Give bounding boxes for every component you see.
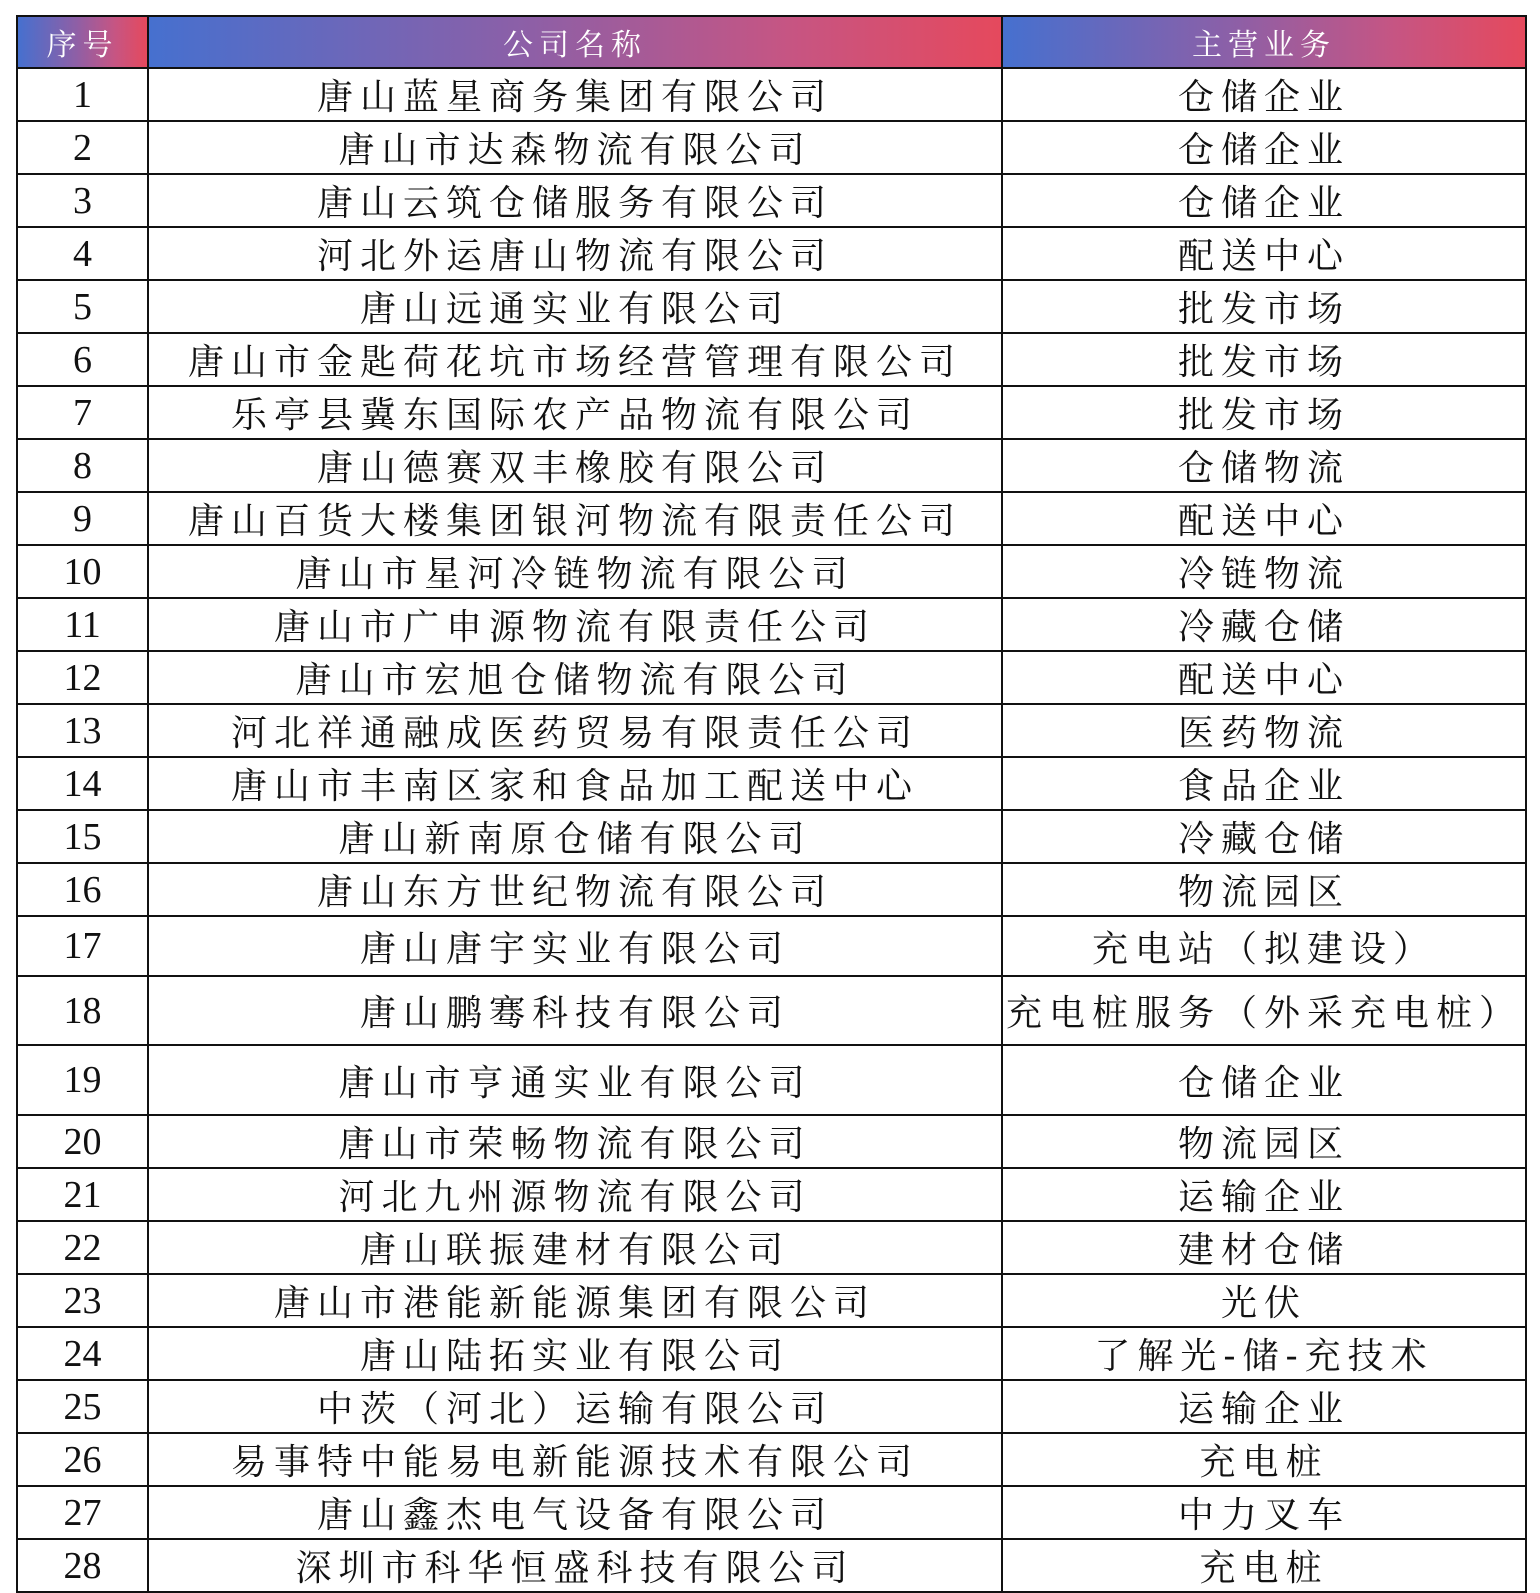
main-business-cell: 医药物流 bbox=[1002, 704, 1526, 757]
row-index-cell: 5 bbox=[17, 280, 148, 333]
row-index-cell: 25 bbox=[17, 1380, 148, 1433]
main-business-cell: 建材仓储 bbox=[1002, 1221, 1526, 1274]
company-name-cell: 唐山市金匙荷花坑市场经营管理有限公司 bbox=[148, 333, 1002, 386]
main-business-cell: 运输企业 bbox=[1002, 1380, 1526, 1433]
main-business-cell: 充电桩 bbox=[1002, 1433, 1526, 1486]
main-business-cell: 物流园区 bbox=[1002, 863, 1526, 916]
main-business-cell: 冷藏仓储 bbox=[1002, 810, 1526, 863]
company-name-cell: 唐山市港能新能源集团有限公司 bbox=[148, 1274, 1002, 1327]
table-row bbox=[17, 1327, 1526, 1380]
row-index-cell: 1 bbox=[17, 68, 148, 121]
row-index-cell: 24 bbox=[17, 1327, 148, 1380]
table-row bbox=[17, 492, 1526, 545]
row-index-cell: 12 bbox=[17, 651, 148, 704]
table-row bbox=[17, 333, 1526, 386]
table-row bbox=[17, 704, 1526, 757]
row-index-cell: 23 bbox=[17, 1274, 148, 1327]
row-index-cell: 7 bbox=[17, 386, 148, 439]
table-row bbox=[17, 1045, 1526, 1115]
row-index-cell: 16 bbox=[17, 863, 148, 916]
company-name-cell: 唐山德赛双丰橡胶有限公司 bbox=[148, 439, 1002, 492]
row-index-cell: 17 bbox=[17, 916, 148, 976]
row-index-cell: 22 bbox=[17, 1221, 148, 1274]
main-business-cell: 批发市场 bbox=[1002, 333, 1526, 386]
main-business-cell: 食品企业 bbox=[1002, 757, 1526, 810]
row-index-cell: 9 bbox=[17, 492, 148, 545]
table-row bbox=[17, 174, 1526, 227]
table-row bbox=[17, 1433, 1526, 1486]
company-name-cell: 唐山市亨通实业有限公司 bbox=[148, 1045, 1002, 1115]
company-name-cell: 唐山陆拓实业有限公司 bbox=[148, 1327, 1002, 1380]
company-name-cell: 唐山市荣畅物流有限公司 bbox=[148, 1115, 1002, 1168]
table-row bbox=[17, 1115, 1526, 1168]
main-business-cell: 冷链物流 bbox=[1002, 545, 1526, 598]
main-business-cell: 仓储企业 bbox=[1002, 174, 1526, 227]
row-index-cell: 27 bbox=[17, 1486, 148, 1539]
main-business-cell: 充电站（拟建设） bbox=[1002, 916, 1526, 976]
row-index-cell: 26 bbox=[17, 1433, 148, 1486]
company-name-cell: 易事特中能易电新能源技术有限公司 bbox=[148, 1433, 1002, 1486]
main-business-cell: 批发市场 bbox=[1002, 386, 1526, 439]
table-header bbox=[17, 16, 1526, 68]
row-index-cell: 15 bbox=[17, 810, 148, 863]
company-name-cell: 唐山唐宇实业有限公司 bbox=[148, 916, 1002, 976]
row-index-cell: 13 bbox=[17, 704, 148, 757]
row-index-cell: 18 bbox=[17, 976, 148, 1045]
main-business-cell: 中力叉车 bbox=[1002, 1486, 1526, 1539]
table-row bbox=[17, 121, 1526, 174]
company-name-cell: 唐山市丰南区家和食品加工配送中心 bbox=[148, 757, 1002, 810]
company-name-cell: 唐山东方世纪物流有限公司 bbox=[148, 863, 1002, 916]
main-business-cell: 冷藏仓储 bbox=[1002, 598, 1526, 651]
table-row bbox=[17, 651, 1526, 704]
company-name-cell: 唐山百货大楼集团银河物流有限责任公司 bbox=[148, 492, 1002, 545]
company-name-cell: 唐山云筑仓储服务有限公司 bbox=[148, 174, 1002, 227]
row-index-cell: 4 bbox=[17, 227, 148, 280]
main-business-cell: 仓储企业 bbox=[1002, 1045, 1526, 1115]
company-name-cell: 河北外运唐山物流有限公司 bbox=[148, 227, 1002, 280]
row-index-cell: 2 bbox=[17, 121, 148, 174]
company-name-cell: 唐山市广申源物流有限责任公司 bbox=[148, 598, 1002, 651]
company-name-cell: 唐山新南原仓储有限公司 bbox=[148, 810, 1002, 863]
table-row bbox=[17, 1221, 1526, 1274]
company-name-cell: 唐山鑫杰电气设备有限公司 bbox=[148, 1486, 1002, 1539]
main-business-cell: 仓储企业 bbox=[1002, 68, 1526, 121]
main-business-cell: 仓储物流 bbox=[1002, 439, 1526, 492]
company-name-cell: 唐山鹏骞科技有限公司 bbox=[148, 976, 1002, 1045]
table-row bbox=[17, 598, 1526, 651]
company-name-cell: 唐山蓝星商务集团有限公司 bbox=[148, 68, 1002, 121]
header-main-business: 主营业务 bbox=[1002, 16, 1526, 68]
company-name-cell: 唐山远通实业有限公司 bbox=[148, 280, 1002, 333]
table-row bbox=[17, 863, 1526, 916]
header-company-name: 公司名称 bbox=[148, 16, 1002, 68]
company-name-cell: 中茨（河北）运输有限公司 bbox=[148, 1380, 1002, 1433]
table-row bbox=[17, 280, 1526, 333]
company-table-container bbox=[16, 15, 1525, 1593]
company-name-cell: 河北祥通融成医药贸易有限责任公司 bbox=[148, 704, 1002, 757]
main-business-cell: 配送中心 bbox=[1002, 651, 1526, 704]
table-row bbox=[17, 227, 1526, 280]
company-name-cell: 唐山市宏旭仓储物流有限公司 bbox=[148, 651, 1002, 704]
table-row bbox=[17, 386, 1526, 439]
table-row bbox=[17, 976, 1526, 1045]
table-row bbox=[17, 439, 1526, 492]
table-row bbox=[17, 1539, 1526, 1592]
table-row bbox=[17, 1380, 1526, 1433]
header-row bbox=[17, 16, 1526, 68]
table-row bbox=[17, 916, 1526, 976]
company-name-cell: 唐山联振建材有限公司 bbox=[148, 1221, 1002, 1274]
main-business-cell: 运输企业 bbox=[1002, 1168, 1526, 1221]
table-row bbox=[17, 1274, 1526, 1327]
company-name-cell: 唐山市星河冷链物流有限公司 bbox=[148, 545, 1002, 598]
main-business-cell: 仓储企业 bbox=[1002, 121, 1526, 174]
main-business-cell: 光伏 bbox=[1002, 1274, 1526, 1327]
row-index-cell: 11 bbox=[17, 598, 148, 651]
main-business-cell: 配送中心 bbox=[1002, 492, 1526, 545]
main-business-cell: 配送中心 bbox=[1002, 227, 1526, 280]
main-business-cell: 批发市场 bbox=[1002, 280, 1526, 333]
main-business-cell: 充电桩服务（外采充电桩） bbox=[1002, 976, 1526, 1045]
row-index-cell: 6 bbox=[17, 333, 148, 386]
table-row bbox=[17, 757, 1526, 810]
row-index-cell: 14 bbox=[17, 757, 148, 810]
table-body bbox=[17, 68, 1526, 1592]
main-business-cell: 物流园区 bbox=[1002, 1115, 1526, 1168]
table-row bbox=[17, 810, 1526, 863]
company-name-cell: 乐亭县冀东国际农产品物流有限公司 bbox=[148, 386, 1002, 439]
row-index-cell: 10 bbox=[17, 545, 148, 598]
row-index-cell: 20 bbox=[17, 1115, 148, 1168]
table-row bbox=[17, 68, 1526, 121]
main-business-cell: 充电桩 bbox=[1002, 1539, 1526, 1592]
row-index-cell: 3 bbox=[17, 174, 148, 227]
row-index-cell: 8 bbox=[17, 439, 148, 492]
company-name-cell: 河北九州源物流有限公司 bbox=[148, 1168, 1002, 1221]
table-row bbox=[17, 1168, 1526, 1221]
table-row bbox=[17, 545, 1526, 598]
company-name-cell: 深圳市科华恒盛科技有限公司 bbox=[148, 1539, 1002, 1592]
row-index-cell: 21 bbox=[17, 1168, 148, 1221]
row-index-cell: 19 bbox=[17, 1045, 148, 1115]
header-index: 序号 bbox=[17, 16, 148, 68]
company-name-cell: 唐山市达森物流有限公司 bbox=[148, 121, 1002, 174]
main-business-cell: 了解光-储-充技术 bbox=[1002, 1327, 1526, 1380]
row-index-cell: 28 bbox=[17, 1539, 148, 1592]
table-row bbox=[17, 1486, 1526, 1539]
company-table bbox=[16, 15, 1527, 1593]
